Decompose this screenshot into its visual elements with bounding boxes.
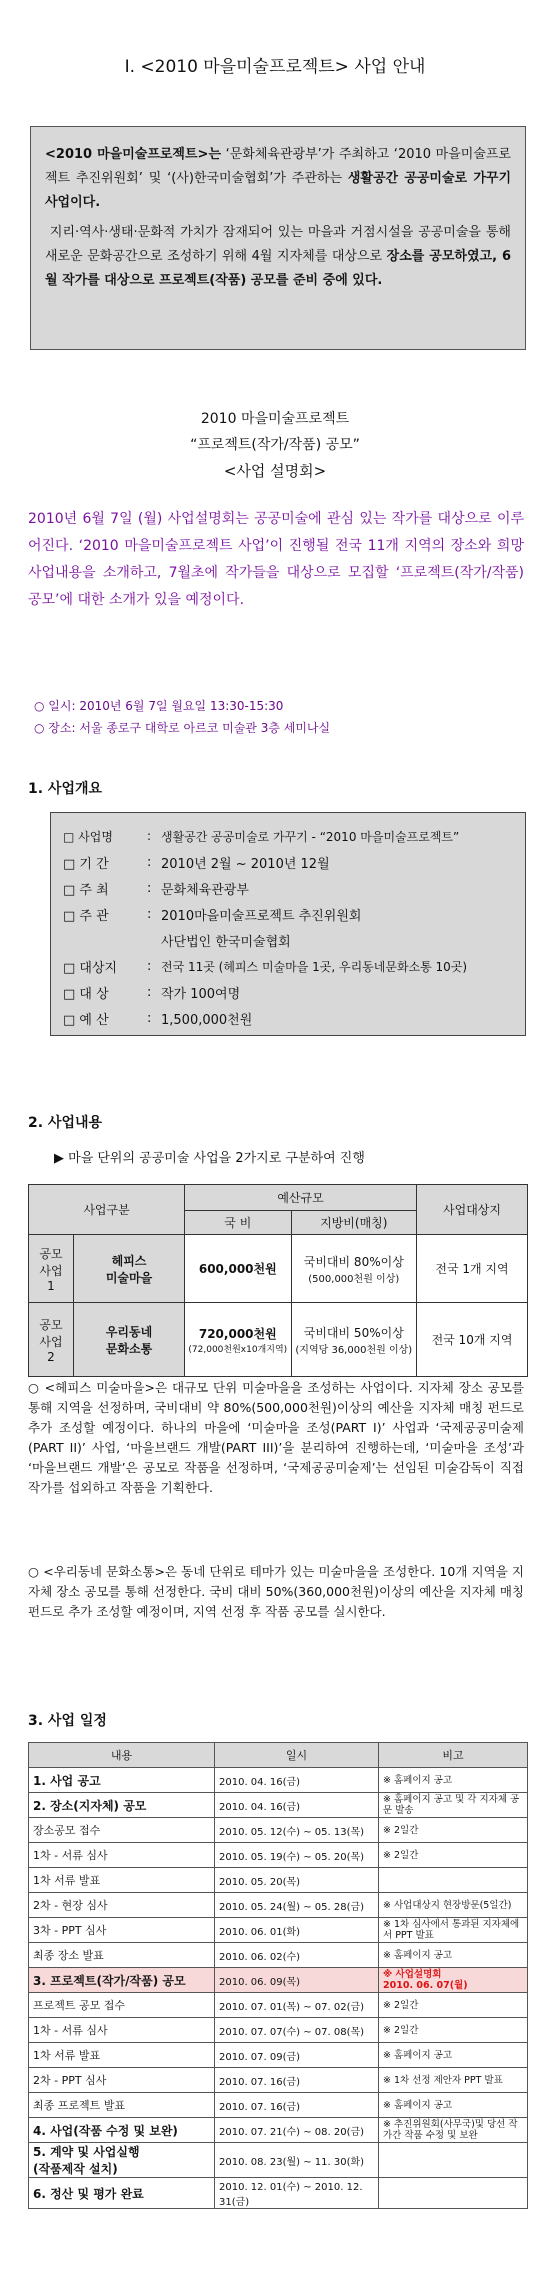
schedule-note: ※ 홈페이지 공고 및 각 지자체 공문 발송 [379, 1793, 528, 1818]
schedule-item: 1차 서류 발표 [29, 2043, 215, 2068]
section-3-heading: 3. 사업 일정 [28, 1713, 107, 1729]
schedule-date: 2010. 05. 24(월) ~ 05. 28(금) [215, 1893, 379, 1918]
row2-label: 공모 사업 2 [29, 1303, 74, 1377]
schedule-date: 2010. 06. 02(수) [215, 1943, 379, 1968]
event-title-line1: 2010 마을미술프로젝트 [200, 411, 350, 427]
schedule-note: ※ 1차 선정 제안자 PPT 발표 [379, 2068, 528, 2093]
intro-paragraph-2 [45, 221, 511, 293]
schedule-date: 2010. 07. 07(수) ~ 07. 08(목) [215, 2018, 379, 2043]
row2-national-sub: (72,000천원x10개지역) [188, 1344, 288, 1355]
note-1 [28, 1378, 524, 1498]
overview-box [50, 812, 526, 1036]
overview-value: 작가 100여명 [161, 986, 241, 1002]
schedule-row [29, 1993, 528, 2018]
overview-value: 문화체육관광부 [161, 882, 249, 898]
schedule-note: ※ 사업설명회 2010. 06. 07(월) [379, 1968, 528, 1993]
schedule-item: 장소공모 접수 [29, 1818, 215, 1843]
overview-key: □ 기 간 [63, 856, 109, 872]
row2-local [291, 1303, 416, 1377]
schedule-item: 1차 서류 발표 [29, 1868, 215, 1893]
intro-bold-2: 장소를 공모하였고, 6월 작가를 대상으로 프로젝트(작품) 공모를 준비 중에 있다. [45, 249, 512, 288]
schedule-row [29, 1918, 528, 1943]
table-header-budget: 예산규모 [185, 1185, 417, 1211]
schedule-row [29, 1818, 528, 1843]
schedule-row [29, 1943, 528, 1968]
overview-separator: : [147, 906, 152, 922]
table-header-target: 사업대상지 [417, 1185, 528, 1235]
schedule-date: 2010. 07. 21(수) ~ 08. 20(금) [215, 2118, 379, 2143]
row2-local-value: 국비대비 50%이상 [303, 1325, 404, 1340]
schedule-item: 2. 장소(지자체) 공모 [29, 1793, 215, 1818]
overview-key: □ 대상지 [63, 960, 118, 976]
section-2-heading: 2. 사업내용 [28, 1115, 103, 1131]
overview-value: 생활공간 공공미술로 가꾸기 - “2010 마을미술프로젝트” [161, 829, 460, 844]
overview-separator: : [147, 958, 152, 974]
row2-target: 전국 10개 지역 [417, 1303, 528, 1377]
schedule-header-note: 비고 [379, 1743, 528, 1768]
schedule-row [29, 2143, 528, 2178]
table-header-national: 국 비 [185, 1211, 292, 1235]
table-header-type: 사업구분 [29, 1185, 185, 1235]
schedule-date: 2010. 07. 09(금) [215, 2043, 379, 2068]
row1-local-value: 국비대비 80%이상 [303, 1254, 404, 1269]
schedule-date: 2010. 08. 23(월) ~ 11. 30(화) [215, 2143, 379, 2178]
row2-local-sub: (지역당 36,000천원 이상) [295, 1344, 413, 1356]
row1-local-sub: (500,000천원 이상) [308, 1273, 400, 1285]
overview-key: □ 주 관 [63, 908, 109, 924]
schedule-row [29, 2118, 528, 2143]
budget-table [28, 1184, 528, 1377]
schedule-item: 1차 - 서류 심사 [29, 1843, 215, 1868]
meeting-time: ○ 일시: 2010년 6월 7일 월요일 13:30-15:30 [34, 699, 284, 713]
schedule-date: 2010. 07. 16(금) [215, 2068, 379, 2093]
schedule-row [29, 2018, 528, 2043]
note-2 [28, 1562, 524, 1622]
schedule-note [379, 2178, 528, 2209]
overview-separator: : [147, 854, 152, 870]
briefing-notice: 2010년 6월 7일 (월) 사업설명회는 공공미술에 관심 있는 작가를 대상으로 이루어진다. ‘2010 마을미술프로젝트 사업’이 진행될 전국 11개 지역의 장소와 희망사업내용을 소개하고, 7월초에 작가들을 대상으로 모집할 ‘프로젝트(작가/작품) 공모’에 대한 소개가 있을 예정이다. [28, 511, 524, 608]
meeting-info [34, 695, 330, 739]
overview-separator: : [147, 1010, 152, 1026]
overview-value: 전국 11곳 (헤피스 미술마을 1곳, 우리동네문화소통 10곳) [161, 959, 468, 974]
overview-separator: : [147, 880, 152, 896]
overview-value: 1,500,000천원 [161, 1012, 253, 1028]
schedule-note [379, 1868, 528, 1893]
schedule-item: 2차 - PPT 심사 [29, 2068, 215, 2093]
schedule-note: ※ 사업대상지 현장방문(5일간) [379, 1893, 528, 1918]
schedule-note: ※ 홈페이지 공고 [379, 1943, 528, 1968]
event-title-line2: “프로젝트(작가/작품) 공모” [190, 437, 360, 453]
schedule-note: ※ 홈페이지 공고 [379, 2093, 528, 2118]
section-2-bullet: ▶ 마을 단위의 공공미술 사업을 2가지로 구분하여 진행 [54, 1151, 365, 1166]
overview-row [63, 927, 513, 953]
row2-name: 우리동네 문화소통 [74, 1303, 185, 1377]
row2-national-value: 720,000천원 [198, 1326, 277, 1341]
overview-value: 사단법인 한국미술협회 [161, 934, 291, 950]
schedule-row [29, 1793, 528, 1818]
schedule-date: 2010. 04. 16(금) [215, 1793, 379, 1818]
schedule-header-item: 내용 [29, 1743, 215, 1768]
overview-row [63, 875, 513, 901]
schedule-row [29, 1843, 528, 1868]
schedule-note: ※ 2일간 [379, 1993, 528, 2018]
row1-national [185, 1235, 292, 1303]
intro-bold: 생활공간 공공미술로 가꾸기 사업이다. [45, 171, 512, 210]
intro-paragraph-1 [45, 143, 511, 215]
schedule-row [29, 2043, 528, 2068]
overview-row [63, 823, 513, 849]
overview-row [63, 953, 513, 979]
overview-key: □ 주 최 [63, 882, 109, 898]
row1-label: 공모 사업 1 [29, 1235, 74, 1303]
schedule-date: 2010. 07. 01(목) ~ 07. 02(금) [215, 1993, 379, 2018]
row1-target: 전국 1개 지역 [417, 1235, 528, 1303]
intro-text-2: 지리·역사·생태·문화적 가치가 잠재되어 있는 마을과 거점시설을 공공미술을 통해 새로운 문화공간으로 조성하기 위해 4월 지자체를 대상으로 [45, 225, 511, 264]
table-header-local: 지방비(매칭) [291, 1211, 416, 1235]
schedule-row [29, 1868, 528, 1893]
overview-row [63, 849, 513, 875]
schedule-row [29, 1893, 528, 1918]
meeting-place: ○ 장소: 서울 종로구 대학로 아르코 미술관 3층 세미나실 [34, 721, 331, 735]
schedule-date: 2010. 05. 20(목) [215, 1868, 379, 1893]
page-title: Ⅰ. <2010 마을미술프로젝트> 사업 안내 [124, 57, 426, 77]
schedule-row [29, 2068, 528, 2093]
schedule-date: 2010. 05. 19(수) ~ 05. 20(목) [215, 1843, 379, 1868]
overview-row [63, 901, 513, 927]
schedule-item: 최종 프로젝트 발표 [29, 2093, 215, 2118]
schedule-item: 최종 장소 발표 [29, 1943, 215, 1968]
schedule-date: 2010. 12. 01(수) ~ 2010. 12. 31(금) [215, 2178, 379, 2209]
overview-value: 2010마을미술프로젝트 추진위원회 [161, 908, 362, 924]
schedule-note [379, 2143, 528, 2178]
schedule-row [29, 1768, 528, 1793]
schedule-item: 1. 사업 공고 [29, 1768, 215, 1793]
overview-row [63, 1005, 513, 1031]
schedule-item: 3. 프로젝트(작가/작품) 공모 [29, 1968, 215, 1993]
schedule-item: 2차 - 현장 심사 [29, 1893, 215, 1918]
intro-text: ‘문화체육관광부’가 주최하고 ‘2010 마을미술프로젝트 추진위원회’ 및 ‘(사)한국미술협회’가 주관하는 [45, 147, 511, 186]
row1-national-value: 600,000천원 [198, 1262, 277, 1276]
overview-value: 2010년 2월 ~ 2010년 12월 [161, 856, 330, 872]
schedule-row [29, 2178, 528, 2209]
schedule-note: ※ 2일간 [379, 1818, 528, 1843]
overview-separator: : [147, 984, 152, 1000]
overview-key: □ 예 산 [63, 1012, 109, 1028]
event-title-line3: <사업 설명회> [223, 462, 327, 480]
overview-key: □ 사업명 [63, 829, 113, 844]
schedule-note: ※ 홈페이지 공고 [379, 1768, 528, 1793]
overview-row [63, 979, 513, 1005]
schedule-note: ※ 2일간 [379, 1843, 528, 1868]
note-1-text: ○ <헤피스 미술마을>은 대규모 단위 미술마을을 조성하는 사업이다. 지자체 장소 공모를 통해 지역을 선정하며, 국비대비 약 80%(500,000천원)이상의 예산을 지자체 매칭 펀드로 추가 조성할 예정이다. 하나의 마을에 ‘미술마을 조성(PART I)’ 사업과 ‘국제공공미술제(PART II)’ 사업, ‘마을브랜드 개발(PART III)’을 분리하여 진행하는데, ‘미술마을 조성’과 ‘마을브랜드 개발’은 공모로 작품을 선정하며, ‘국제공공미술제’는 선임된 미술감독이 직접 작가를 섭외하고 작품을 기획한다. [28, 1380, 524, 1495]
schedule-date: 2010. 04. 16(금) [215, 1768, 379, 1793]
intro-box [30, 126, 526, 350]
schedule-note: ※ 2일간 [379, 2018, 528, 2043]
intro-project-name: <2010 마을미술프로젝트>는 [45, 147, 221, 162]
schedule-note: ※ 1차 심사에서 통과된 지자체에서 PPT 발표 [379, 1918, 528, 1943]
schedule-note: ※ 홈페이지 공고 [379, 2043, 528, 2068]
schedule-date: 2010. 05. 12(수) ~ 05. 13(목) [215, 1818, 379, 1843]
row1-local [291, 1235, 416, 1303]
schedule-table [28, 1742, 528, 2209]
overview-key: □ 대 상 [63, 986, 109, 1002]
schedule-date: 2010. 07. 16(금) [215, 2093, 379, 2118]
overview-separator: : [147, 829, 152, 843]
note-2-text: ○ <우리동네 문화소통>은 동네 단위로 테마가 있는 미술마을을 조성한다. 10개 지역을 지자체 장소 공모를 통해 선정한다. 국비 대비 50%(360,000천원)이상의 예산을 지자체 매칭펀드로 추가 조성할 예정이며, 지역 선정 후 작품 공모를 실시한다. [28, 1564, 524, 1619]
schedule-date: 2010. 06. 09(목) [215, 1968, 379, 1993]
schedule-note: ※ 추진위원회(사무국)및 당선 작가간 작품 수정 및 보완 [379, 2118, 528, 2143]
schedule-item: 3차 - PPT 심사 [29, 1918, 215, 1943]
section-1-heading: 1. 사업개요 [28, 781, 103, 797]
schedule-date: 2010. 06. 01(화) [215, 1918, 379, 1943]
schedule-row [29, 1968, 528, 1993]
schedule-row [29, 2093, 528, 2118]
event-heading [0, 406, 550, 484]
schedule-item: 4. 사업(작품 수정 및 보완) [29, 2118, 215, 2143]
schedule-item: 5. 계약 및 사업실행 (작품제작 설치) [29, 2143, 215, 2178]
schedule-item: 6. 정산 및 평가 완료 [29, 2178, 215, 2209]
schedule-header-date: 일시 [215, 1743, 379, 1768]
row1-name: 헤피스 미술마을 [74, 1235, 185, 1303]
row2-national [185, 1303, 292, 1377]
schedule-item: 1차 - 서류 심사 [29, 2018, 215, 2043]
schedule-item: 프로젝트 공모 접수 [29, 1993, 215, 2018]
